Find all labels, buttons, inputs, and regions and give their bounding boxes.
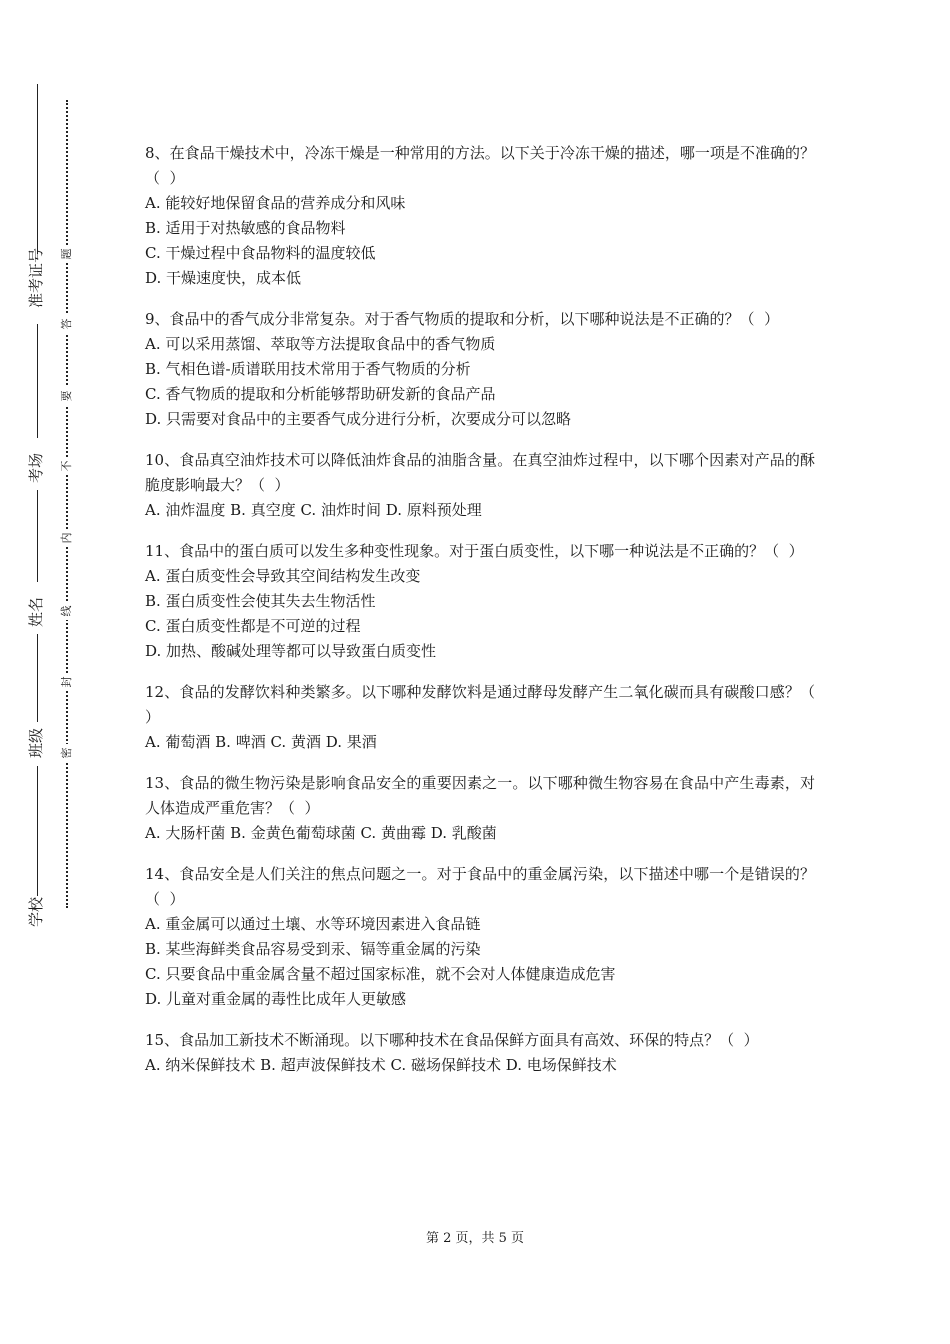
question-stem: 8、在食品干燥技术中，冷冻干燥是一种常用的方法。以下关于冷冻干燥的描述，哪一项是不准确的？（ ） — [145, 144, 815, 187]
margin-field-exam-id: 准考证号 — [27, 247, 45, 308]
question-stem: 10、食品真空油炸技术可以降低油炸食品的油脂含量。在真空油炸过程中，以下哪个因素对产品的酥脆度影响最大？（ ） — [145, 451, 815, 494]
option-b: B. 气相色谱-质谱联用技术常用于香气物质的分析 — [145, 360, 471, 378]
option-d: D. 加热、酸碱处理等都可以导致蛋白质变性 — [145, 642, 437, 660]
option-a: A. 重金属可以通过土壤、水等环境因素进入食品链 — [145, 915, 481, 933]
seal-char: 封 — [59, 673, 75, 691]
seal-char: 要 — [59, 387, 75, 405]
question-stem: 15、食品加工新技术不断涌现。以下哪种技术在食品保鲜方面具有高效、环保的特点？（ ） — [145, 1031, 759, 1049]
question-14 — [145, 862, 815, 1012]
option-c: C. 香气物质的提取和分析能够帮助研发新的食品产品 — [145, 385, 496, 403]
question-stem: 12、食品的发酵饮料种类繁多。以下哪种发酵饮料是通过酵母发酵产生二氧化碳而具有碳酸口感？（ ） — [145, 683, 825, 726]
margin-line — [37, 490, 38, 582]
question-10 — [145, 448, 815, 523]
question-11 — [145, 539, 815, 664]
option-c: C. 蛋白质变性都是不可逆的过程 — [145, 617, 361, 635]
option-line: A. 大肠杆菌 B. 金黄色葡萄球菌 C. 黄曲霉 D. 乳酸菌 — [145, 824, 497, 842]
margin-line — [37, 84, 38, 254]
seal-dotted-line — [66, 100, 68, 908]
seal-char: 答 — [59, 315, 75, 333]
page-number: 第 2 页，共 5 页 — [425, 1231, 525, 1246]
margin-field-school: 学校 — [27, 897, 45, 928]
question-15 — [145, 1028, 815, 1078]
seal-char: 内 — [59, 529, 75, 547]
margin-line — [37, 324, 38, 438]
question-stem: 13、食品的微生物污染是影响食品安全的重要因素之一。以下哪种微生物容易在食品中产生毒素，对人体造成严重危害？（ ） — [145, 774, 815, 817]
option-line: A. 油炸温度 B. 真空度 C. 油炸时间 D. 原料预处理 — [145, 501, 482, 519]
option-a: A. 能较好地保留食品的营养成分和风味 — [145, 194, 406, 212]
option-b: B. 适用于对热敏感的食品物料 — [145, 219, 346, 237]
seal-char: 不 — [59, 457, 75, 475]
question-list — [145, 141, 825, 1094]
question-13 — [145, 771, 815, 846]
option-d: D. 干燥速度快，成本低 — [145, 269, 302, 287]
option-d: D. 只需要对食品中的主要香气成分进行分析，次要成分可以忽略 — [145, 410, 572, 428]
seal-char: 线 — [59, 602, 75, 620]
option-a: A. 蛋白质变性会导致其空间结构发生改变 — [145, 567, 421, 585]
question-stem: 11、食品中的蛋白质可以发生多种变性现象。对于蛋白质变性，以下哪一种说法是不正确的？（ ） — [145, 542, 804, 560]
option-c: C. 干燥过程中食品物料的温度较低 — [145, 244, 376, 262]
margin-field-class: 班级 — [27, 728, 45, 759]
margin-field-exam-room: 考场 — [27, 453, 45, 484]
margin-field-name: 姓名 — [27, 597, 45, 628]
option-b: B. 某些海鲜类食品容易受到汞、镉等重金属的污染 — [145, 940, 481, 958]
option-d: D. 儿童对重金属的毒性比成年人更敏感 — [145, 990, 407, 1008]
question-12 — [145, 680, 825, 755]
seal-char: 密 — [59, 744, 75, 762]
option-line: A. 纳米保鲜技术 B. 超声波保鲜技术 C. 磁场保鲜技术 D. 电场保鲜技术 — [145, 1056, 617, 1074]
question-stem: 9、食品中的香气成分非常复杂。对于香气物质的提取和分析，以下哪种说法是不正确的？（ ） — [145, 310, 780, 328]
question-stem: 14、食品安全是人们关注的焦点问题之一。对于食品中的重金属污染，以下描述中哪一个是错误的？（ ） — [145, 865, 815, 908]
margin-line — [37, 766, 38, 896]
option-c: C. 只要食品中重金属含量不超过国家标准，就不会对人体健康造成危害 — [145, 965, 616, 983]
seal-char: 题 — [59, 245, 75, 263]
question-8 — [145, 141, 815, 291]
option-a: A. 可以采用蒸馏、萃取等方法提取食品中的香气物质 — [145, 335, 496, 353]
option-b: B. 蛋白质变性会使其失去生物活性 — [145, 592, 376, 610]
margin-line — [37, 634, 38, 722]
question-9 — [145, 307, 815, 432]
option-line: A. 葡萄酒 B. 啤酒 C. 黄酒 D. 果酒 — [145, 733, 377, 751]
